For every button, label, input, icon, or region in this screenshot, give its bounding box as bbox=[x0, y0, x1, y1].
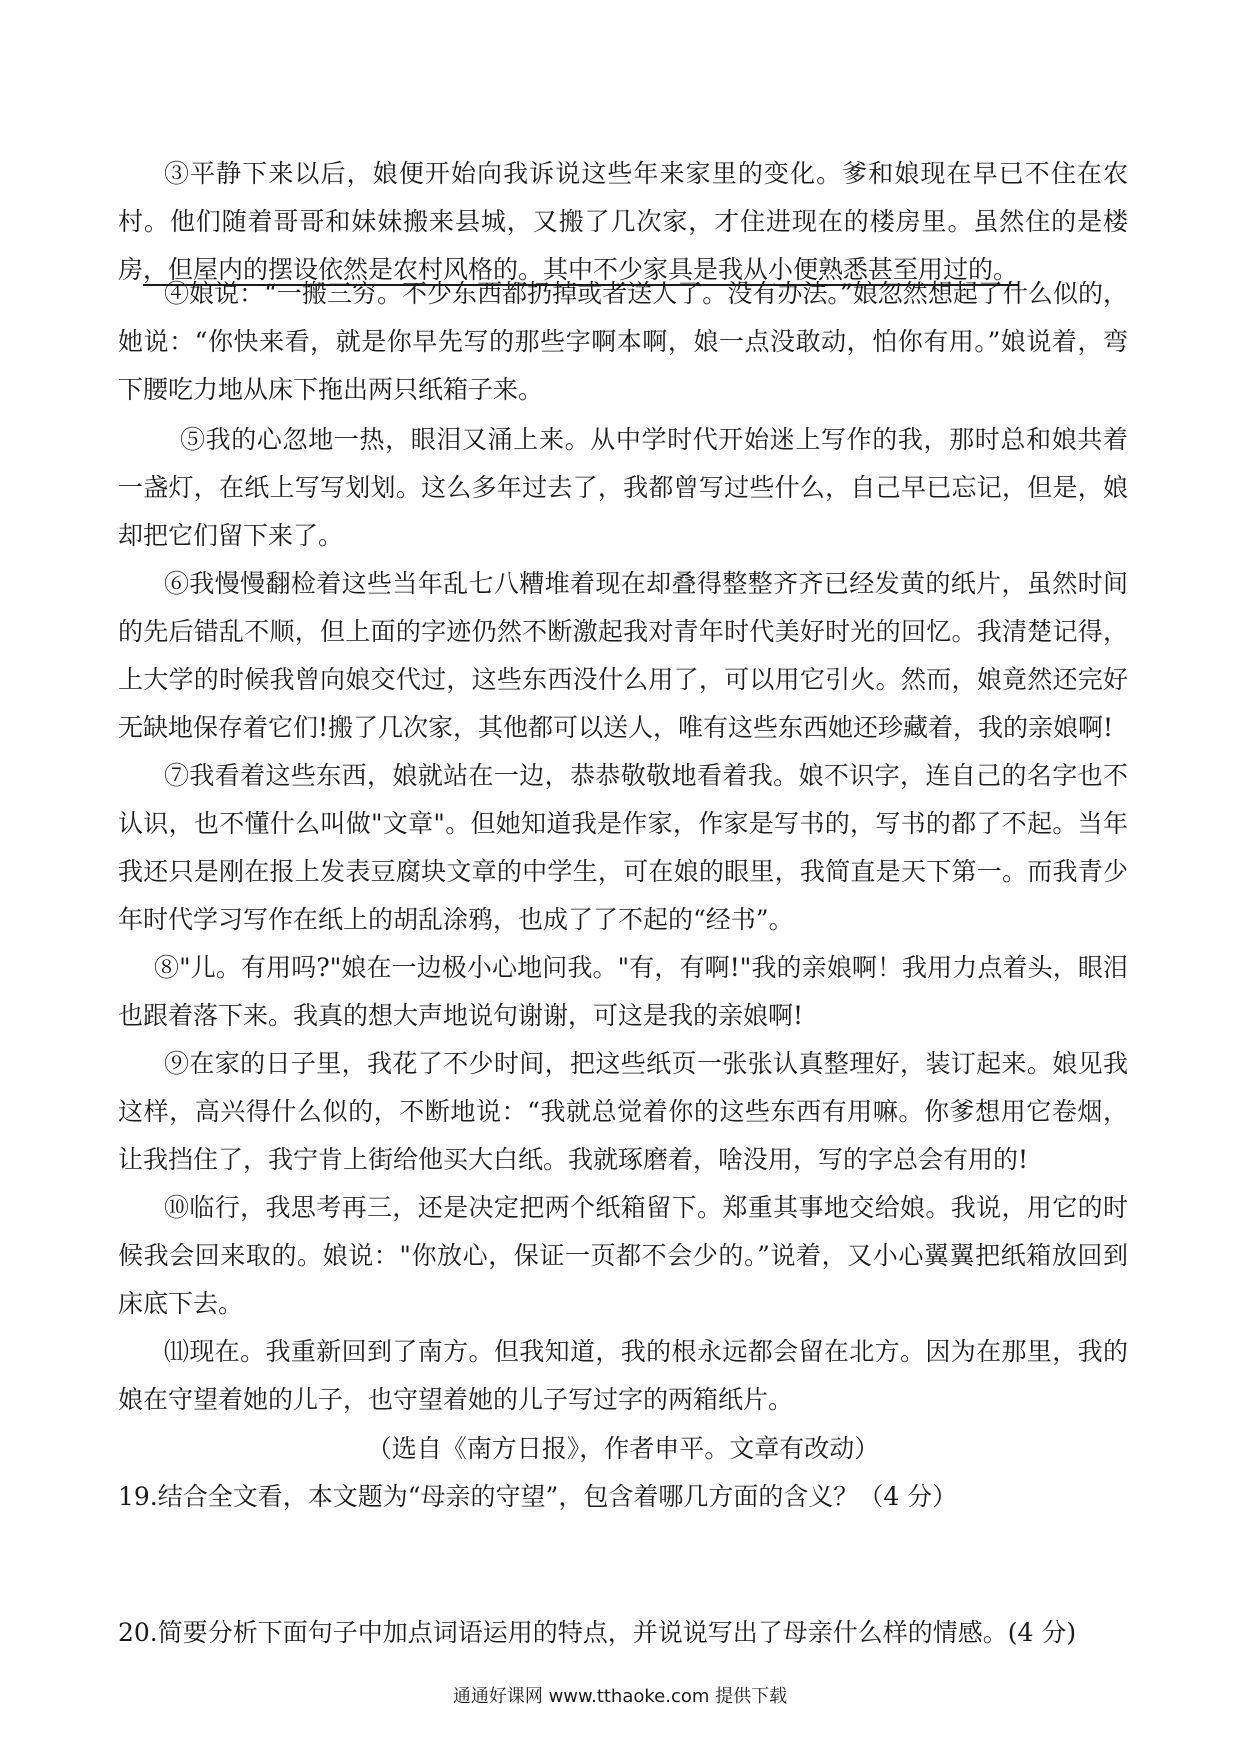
paragraph-8: ⑧"儿。有用吗?"娘在一边极小心地问我。"有，有啊!"我的亲娘啊！我用力点着头，眼泪也跟着落下来。我真的想大声地说句谢谢，可这是我的亲娘啊! bbox=[118, 953, 1128, 1030]
paragraph-7: ⑦我看着这些东西，娘就站在一边，恭恭敬敬地看着我。娘不识字，连自己的名字也不认识，也不懂什么叫做"文章"。但她知道我是作家，作家是写书的，写书的都了不起。当年我还只是刚在报上发表豆腐块文章的中学生，可在娘的眼里，我简直是天下第一。而我青少年时代学习写作在纸上的胡乱涂鸦，也成了了不起的“经书”。 bbox=[118, 761, 1128, 934]
paragraph-3-underlined-text: ，但屋内的摆设依然是农村风格的。其中不少家具是我从小便熟悉甚至用过的。 bbox=[143, 255, 1019, 284]
paragraph-6: ⑥我慢慢翻检着这些当年乱七八糟堆着现在却叠得整整齐齐已经发黄的纸片，虽然时间的先后错乱不顺，但上面的字迹仍然不断激起我对青年时代美好时光的回忆。我清楚记得，上大学的时候我曾向娘交代过，这些东西没什么用了，可以用它引火。然而，娘竟然还完好无缺地保存着它们!搬了几次家，其他都可以送人，唯有这些东西她还珍藏着，我的亲娘啊! bbox=[118, 569, 1128, 742]
page-footer: 通通好课网 www.tthaoke.com 提供下载 bbox=[452, 1686, 788, 1707]
article-source: （选自《南方日报》，作者申平。文章有改动） bbox=[366, 1434, 880, 1463]
paragraph-5: ⑤我的心忽地一热，眼泪又涌上来。从中学时代开始迷上写作的我，那时总和娘共着一盏灯，在纸上写写划划。这么多年过去了，我都曾写过些什么，自己早已忘记，但是，娘却把它们留下来了。 bbox=[118, 425, 1128, 550]
paragraph-4: ④娘说：“一搬三穷。不少东西都扔掉或者送人了。没有办法。”娘忽然想起了什么似的，她说：“你快来看，就是你早先写的那些字啊本啊，娘一点没敢动，怕你有用。”娘说着，弯下腰吃力地从床下拖出两只纸箱子来。 bbox=[118, 279, 1128, 404]
paragraph-10: ⑩临行，我思考再三，还是决定把两个纸箱留下。郑重其事地交给娘。我说，用它的时候我会回来取的。娘说："你放心，保证一页都不会少的。”说着，又小心翼翼把纸箱放回到床底下去。 bbox=[118, 1193, 1128, 1318]
paragraph-9: ⑨在家的日子里，我花了不少时间，把这些纸页一张张认真整理好，装订起来。娘见我这样，高兴得什么似的，不断地说：“我就总觉着你的这些东西有用嘛。你爹想用它卷烟，让我挡住了，我宁肯上街给他买大白纸。我就琢磨着，啥没用，写的字总会有用的! bbox=[118, 1049, 1128, 1174]
paragraph-11: ⑾现在。我重新回到了南方。但我知道，我的根永远都会留在北方。因为在那里，我的娘在守望着她的儿子，也守望着她的儿子写过字的两箱纸片。 bbox=[118, 1337, 1128, 1414]
paragraph-3-text: ③平静下来以后，娘便开始向我诉说这些年来家里的变化。爹和娘现在早已不住在农村。他们随着哥哥和妹妹搬来县城，又搬了几次家，才住进现在的楼房里。虽然住的是楼房 bbox=[118, 159, 1128, 284]
question-19: 19.结合全文看，本文题为“母亲的守望”，包含着哪几方面的含义？（4 分） bbox=[118, 1482, 958, 1511]
question-20: 20.简要分析下面句子中加点词语运用的特点，并说说写出了母亲什么样的情感。(4 分) bbox=[118, 1618, 1077, 1647]
